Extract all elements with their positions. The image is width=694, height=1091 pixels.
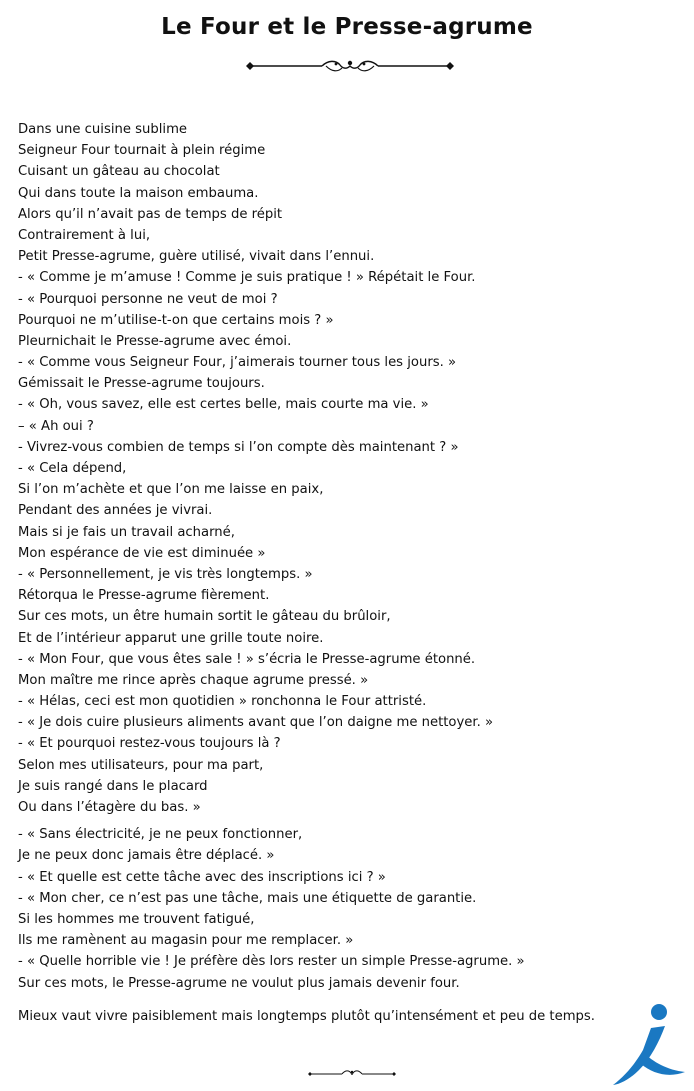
poem-line: - « Pourquoi personne ne veut de moi ? xyxy=(18,291,278,307)
poem-line: Alors qu’il n’avait pas de temps de répit xyxy=(18,206,283,222)
flourish-divider-icon xyxy=(306,1068,398,1080)
poem-title: Le Four et le Presse-agrume xyxy=(161,14,533,40)
poem-line: Ils me ramènent au magasin pour me remplacer. » xyxy=(18,933,354,949)
poem-line: - Vivrez-vous combien de temps si l’on compte dès maintenant ? » xyxy=(18,439,459,455)
poem-line: Cuisant un gâteau au chocolat xyxy=(18,164,220,180)
poem-line: Mon espérance de vie est diminuée » xyxy=(18,545,266,561)
poem-line: Je suis rangé dans le placard xyxy=(18,778,208,794)
poem-line: - « Cela dépend, xyxy=(18,461,127,476)
poem-line: Si l’on m’achète et que l’on me laisse en paix, xyxy=(18,482,324,498)
poem-line: Gémissait le Presse-agrume toujours. xyxy=(18,376,265,392)
poem-line: Pleurnichait le Presse-agrume avec émoi. xyxy=(18,333,292,349)
poem-line: Sur ces mots, un être humain sortit le gâteau du brûloir, xyxy=(18,609,391,625)
poem-line: Contrairement à lui, xyxy=(18,227,151,243)
poem-line: – « Ah oui ? xyxy=(18,418,94,434)
poem-line: Rétorqua le Presse-agrume fièrement. xyxy=(18,588,270,604)
poem-line: Mais si je fais un travail acharné, xyxy=(18,524,235,540)
poem-line: - « Quelle horrible vie ! Je préfère dès lors rester un simple Presse-agrume. » xyxy=(18,954,525,970)
poem-line: - « Sans électricité, je ne peux fonctionner, xyxy=(18,827,303,843)
poem-line: Qui dans toute la maison embauma. xyxy=(18,185,259,201)
poem-line: Si les hommes me trouvent fatigué, xyxy=(18,911,255,927)
poem-line: Petit Presse-agrume, guère utilisé, vivait dans l’ennui. xyxy=(18,249,375,265)
poem-line: Pourquoi ne m’utilise-t-on que certains mois ? » xyxy=(18,312,334,328)
poem-body xyxy=(18,119,678,994)
poem-line: Pendant des années je vivrai. xyxy=(18,503,213,519)
poem-line: - « Mon cher, ce n’est pas une tâche, mais une étiquette de garantie. xyxy=(18,890,477,906)
poem-line: Ou dans l’étagère du bas. » xyxy=(18,800,201,815)
poem-line: - « Oh, vous savez, elle est certes belle, mais courte ma vie. » xyxy=(18,397,429,413)
poem-moral: Mieux vaut vivre paisiblement mais longtemps plutôt qu’intensément et peu de temps. xyxy=(18,1009,595,1024)
poem-line: - « Et pourquoi restez-vous toujours là ? xyxy=(18,736,281,752)
poem-line: - « Hélas, ceci est mon quotidien » ronchonna le Four attristé. xyxy=(18,694,427,710)
poem-line: - « Je dois cuire plusieurs aliments avant que l’on daigne me nettoyer. » xyxy=(18,715,494,731)
poem-line: Seigneur Four tournait à plein régime xyxy=(18,143,266,159)
poem-line: Dans une cuisine sublime xyxy=(18,122,188,137)
poem-line: - « Comme je m’amuse ! Comme je suis pratique ! » Répétait le Four. xyxy=(18,270,476,286)
poem-line: Sur ces mots, le Presse-agrume ne voulut plus jamais devenir four. xyxy=(18,975,460,991)
poem-line: Selon mes utilisateurs, pour ma part, xyxy=(18,757,264,773)
flourish-divider-icon xyxy=(240,56,460,76)
poem-line: - « Personnellement, je vis très longtemps. » xyxy=(18,566,313,582)
poem-line: Mon maître me rince après chaque agrume pressé. » xyxy=(18,672,369,688)
poem-line: - « Comme vous Seigneur Four, j’aimerais tourner tous les jours. » xyxy=(18,355,457,371)
poem-line: - « Et quelle est cette tâche avec des inscriptions ici ? » xyxy=(18,869,386,885)
poem-line: Je ne peux donc jamais être déplacé. » xyxy=(18,848,275,864)
person-figure-logo-icon xyxy=(607,1000,687,1086)
poem-line: - « Mon Four, que vous êtes sale ! » s’écria le Presse-agrume étonné. xyxy=(18,651,476,667)
poem-line: Et de l’intérieur apparut une grille toute noire. xyxy=(18,630,324,646)
